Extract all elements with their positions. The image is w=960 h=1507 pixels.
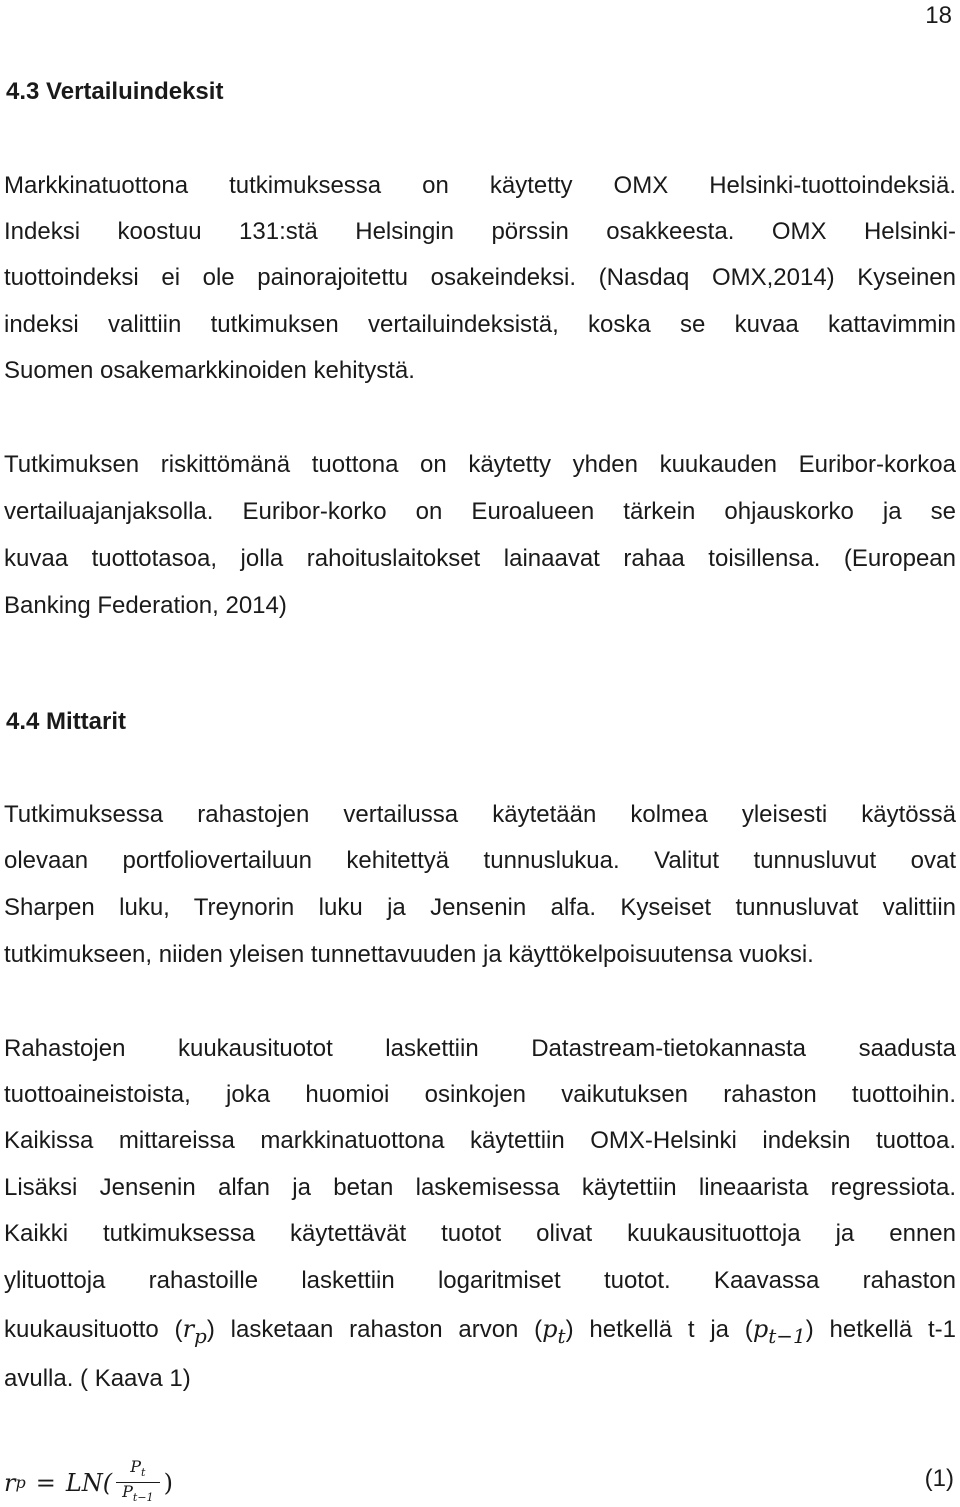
text-line: indeksi valittiin tutkimuksen vertailuindeksistä, koska se kuvaa kattavimmin <box>4 311 956 338</box>
text-line: Suomen osakemarkkinoiden kehitystä. <box>4 357 415 384</box>
text-line: vertailuajanjaksolla. Euribor-korko on Euroalueen tärkein ohjauskorko ja se <box>4 498 956 525</box>
text-line: Indeksi koostuu 131:stä Helsingin pörssin osakkeesta. OMX Helsinki- <box>4 218 956 245</box>
symbol-p: p <box>542 1315 558 1343</box>
text-fragment: kuukausituotto ( <box>4 1316 183 1343</box>
text-line: Sharpen luku, Treynorin luku ja Jensenin alfa. Kyseiset tunnusluvat valittiin <box>4 894 956 921</box>
text-line: Kaikki tutkimuksessa käytettävät tuotot olivat kuukausituottoja ja ennen <box>4 1220 956 1247</box>
formula-equals: = <box>35 1468 56 1497</box>
formula-1 <box>4 1458 173 1507</box>
text-line: Lisäksi Jensenin alfan ja betan laskemisessa käytettiin lineaarista regressiota. <box>4 1174 956 1201</box>
text-line: tuottoaineistoista, joka huomioi osinkojen vaikutuksen rahaston tuottoihin. <box>4 1081 956 1108</box>
formula-function: LN( <box>65 1468 113 1497</box>
formula-fraction <box>116 1458 159 1507</box>
page-number: 18 <box>925 2 952 29</box>
text-line: avulla. ( Kaava 1) <box>4 1365 191 1392</box>
text-fragment: ) hetkellä t ja ( <box>565 1316 753 1343</box>
text-line: olevaan portfoliovertailuun kehitettyä tunnuslukua. Valitut tunnusluvut ovat <box>4 847 956 874</box>
text-line: kuvaa tuottotasoa, jolla rahoituslaitokset lainaavat rahaa toisillensa. (European <box>4 545 956 572</box>
text-line: Rahastojen kuukausituotot laskettiin Datastream-tietokannasta saadusta <box>4 1035 956 1062</box>
formula-lhs-subscript: p <box>15 1473 26 1493</box>
text-line: Tutkimuksessa rahastojen vertailussa käytetään kolmea yleisesti käytössä <box>4 801 956 828</box>
fraction-numerator: $P_t$ <box>130 1457 146 1480</box>
text-line: ylituottoja rahastoille laskettiin logaritmiset tuotot. Kaavassa rahaston <box>4 1267 956 1294</box>
symbol-p: p <box>752 1315 769 1343</box>
text-line: Kaikissa mittareissa markkinatuottona käytettiin OMX-Helsinki indeksin tuottoa. <box>4 1127 956 1154</box>
text-line-with-symbols <box>4 1315 956 1350</box>
symbol-r: r <box>182 1315 195 1343</box>
subscript: p <box>194 1323 207 1348</box>
section-heading-4-4: 4.4 Mittarit <box>6 708 127 735</box>
text-line: tuottoindeksi ei ole painorajoitettu osakeindeksi. (Nasdaq OMX,2014) Kyseinen <box>4 264 956 291</box>
subscript: t <box>557 1323 566 1348</box>
subscript: t−1 <box>768 1323 806 1348</box>
text-fragment: ) hetkellä t-1 <box>805 1316 957 1343</box>
fraction-denominator: $P_{t-1}$ <box>122 1482 154 1505</box>
formula-close-paren: ) <box>163 1468 173 1497</box>
equation-number: (1) <box>924 1465 954 1492</box>
text-line: Tutkimuksen riskittömänä tuottona on käytetty yhden kuukauden Euribor-korkoa <box>4 451 956 478</box>
section-heading-4-3: 4.3 Vertailuindeksit <box>6 78 224 105</box>
text-fragment: ) lasketaan rahaston arvon ( <box>206 1316 543 1343</box>
text-line: tutkimukseen, niiden yleisen tunnettavuuden ja käyttökelpoisuutensa vuoksi. <box>4 941 814 968</box>
text-line: Markkinatuottona tutkimuksessa on käytetty OMX Helsinki-tuottoindeksiä. <box>4 172 956 199</box>
text-line: Banking Federation, 2014) <box>4 592 287 619</box>
formula-lhs: r <box>4 1468 16 1497</box>
